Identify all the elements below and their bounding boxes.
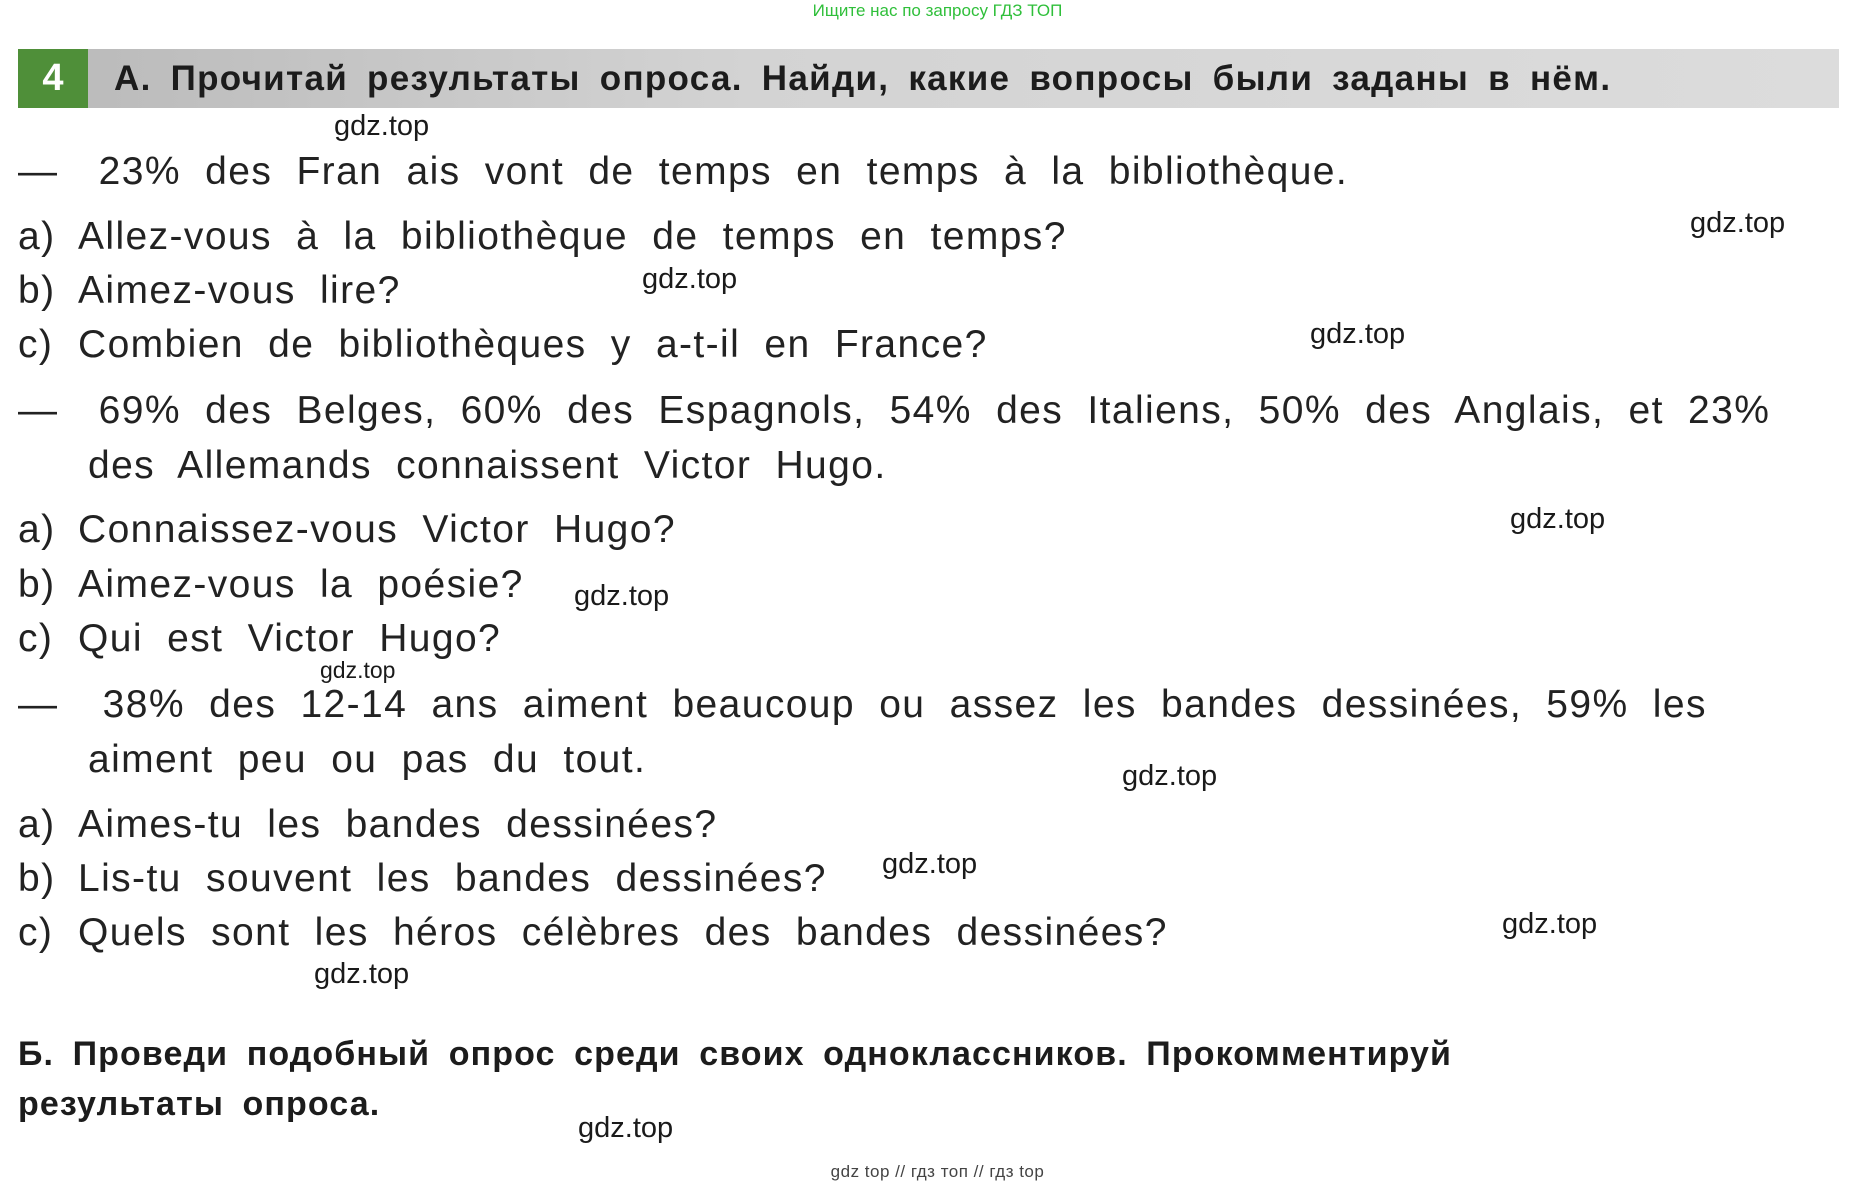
option-label: a) xyxy=(18,803,56,846)
watermark: gdz.top xyxy=(334,110,430,142)
option-label: a) xyxy=(18,215,56,258)
watermark: gdz.top xyxy=(1510,503,1606,535)
watermark: gdz.top xyxy=(574,580,670,612)
statement-3 xyxy=(18,682,1707,728)
watermark: gdz.top xyxy=(314,958,410,990)
footer: gdz top // гдз топ // гдз top xyxy=(830,1162,1045,1181)
watermark: gdz.top xyxy=(1122,760,1218,792)
top-banner: Ищите нас по запросу ГДЗ ТОП xyxy=(812,1,1063,20)
option-1a xyxy=(18,214,1067,260)
option-text: Aimez-vous la poésie? xyxy=(78,563,524,606)
watermark: gdz.top xyxy=(1690,207,1786,239)
watermark: gdz.top xyxy=(1502,908,1598,940)
exercise-header xyxy=(18,49,1839,108)
watermark: gdz.top xyxy=(1310,318,1406,350)
dash: — xyxy=(18,389,59,432)
statement-2-cont: des Allemands connaissent Victor Hugo. xyxy=(88,444,887,487)
exercise-number: 4 xyxy=(18,49,88,108)
statement-text: 38% des 12-14 ans aiment beaucoup ou assez les bandes dessinées, 59% les xyxy=(102,683,1707,726)
option-text: Quels sont les héros célèbres des bandes dessinées? xyxy=(78,911,1168,954)
watermark: gdz.top xyxy=(578,1112,674,1144)
option-label: b) xyxy=(18,269,56,312)
option-label: c) xyxy=(18,911,54,954)
option-label: c) xyxy=(18,323,54,366)
option-2c xyxy=(18,616,501,662)
option-1b xyxy=(18,268,401,314)
part-b-line-1: Б. Проведи подобный опрос среди своих одноклассников. Прокомментируй xyxy=(18,1035,1453,1073)
option-3b xyxy=(18,856,827,902)
option-text: Allez-vous à la bibliothèque de temps en temps? xyxy=(78,215,1067,258)
option-text: Aimez-vous lire? xyxy=(78,269,401,312)
option-text: Qui est Victor Hugo? xyxy=(78,617,502,660)
option-text: Connaissez-vous Victor Hugo? xyxy=(78,508,676,551)
statement-3-cont: aiment peu ou pas du tout. xyxy=(88,738,647,781)
option-1c xyxy=(18,322,988,368)
option-label: c) xyxy=(18,617,54,660)
option-2b xyxy=(18,562,524,608)
watermark: gdz.top xyxy=(320,657,396,683)
dash: — xyxy=(18,150,59,193)
option-text: Combien de bibliothèques y a-t-il en France? xyxy=(78,323,988,366)
option-label: a) xyxy=(18,508,56,551)
statement-text: 23% des Fran ais vont de temps en temps à la bibliothèque. xyxy=(98,150,1349,193)
option-text: Aimes-tu les bandes dessinées? xyxy=(78,803,718,846)
option-label: b) xyxy=(18,857,56,900)
option-text: Lis-tu souvent les bandes dessinées? xyxy=(78,857,827,900)
dash: — xyxy=(18,683,59,726)
option-3c xyxy=(18,910,1168,956)
watermark: gdz.top xyxy=(882,848,978,880)
statement-2 xyxy=(18,388,1770,434)
statement-1 xyxy=(18,149,1348,195)
statement-text: 69% des Belges, 60% des Espagnols, 54% des Italiens, 50% des Anglais, et 23% xyxy=(98,389,1771,432)
option-3a xyxy=(18,802,717,848)
exercise-title: А. Прочитай результаты опроса. Найди, какие вопросы были заданы в нём. xyxy=(114,59,1612,98)
part-b-line-2: результаты опроса. xyxy=(18,1085,381,1123)
watermark: gdz.top xyxy=(642,263,738,295)
option-label: b) xyxy=(18,563,56,606)
option-2a xyxy=(18,507,676,553)
